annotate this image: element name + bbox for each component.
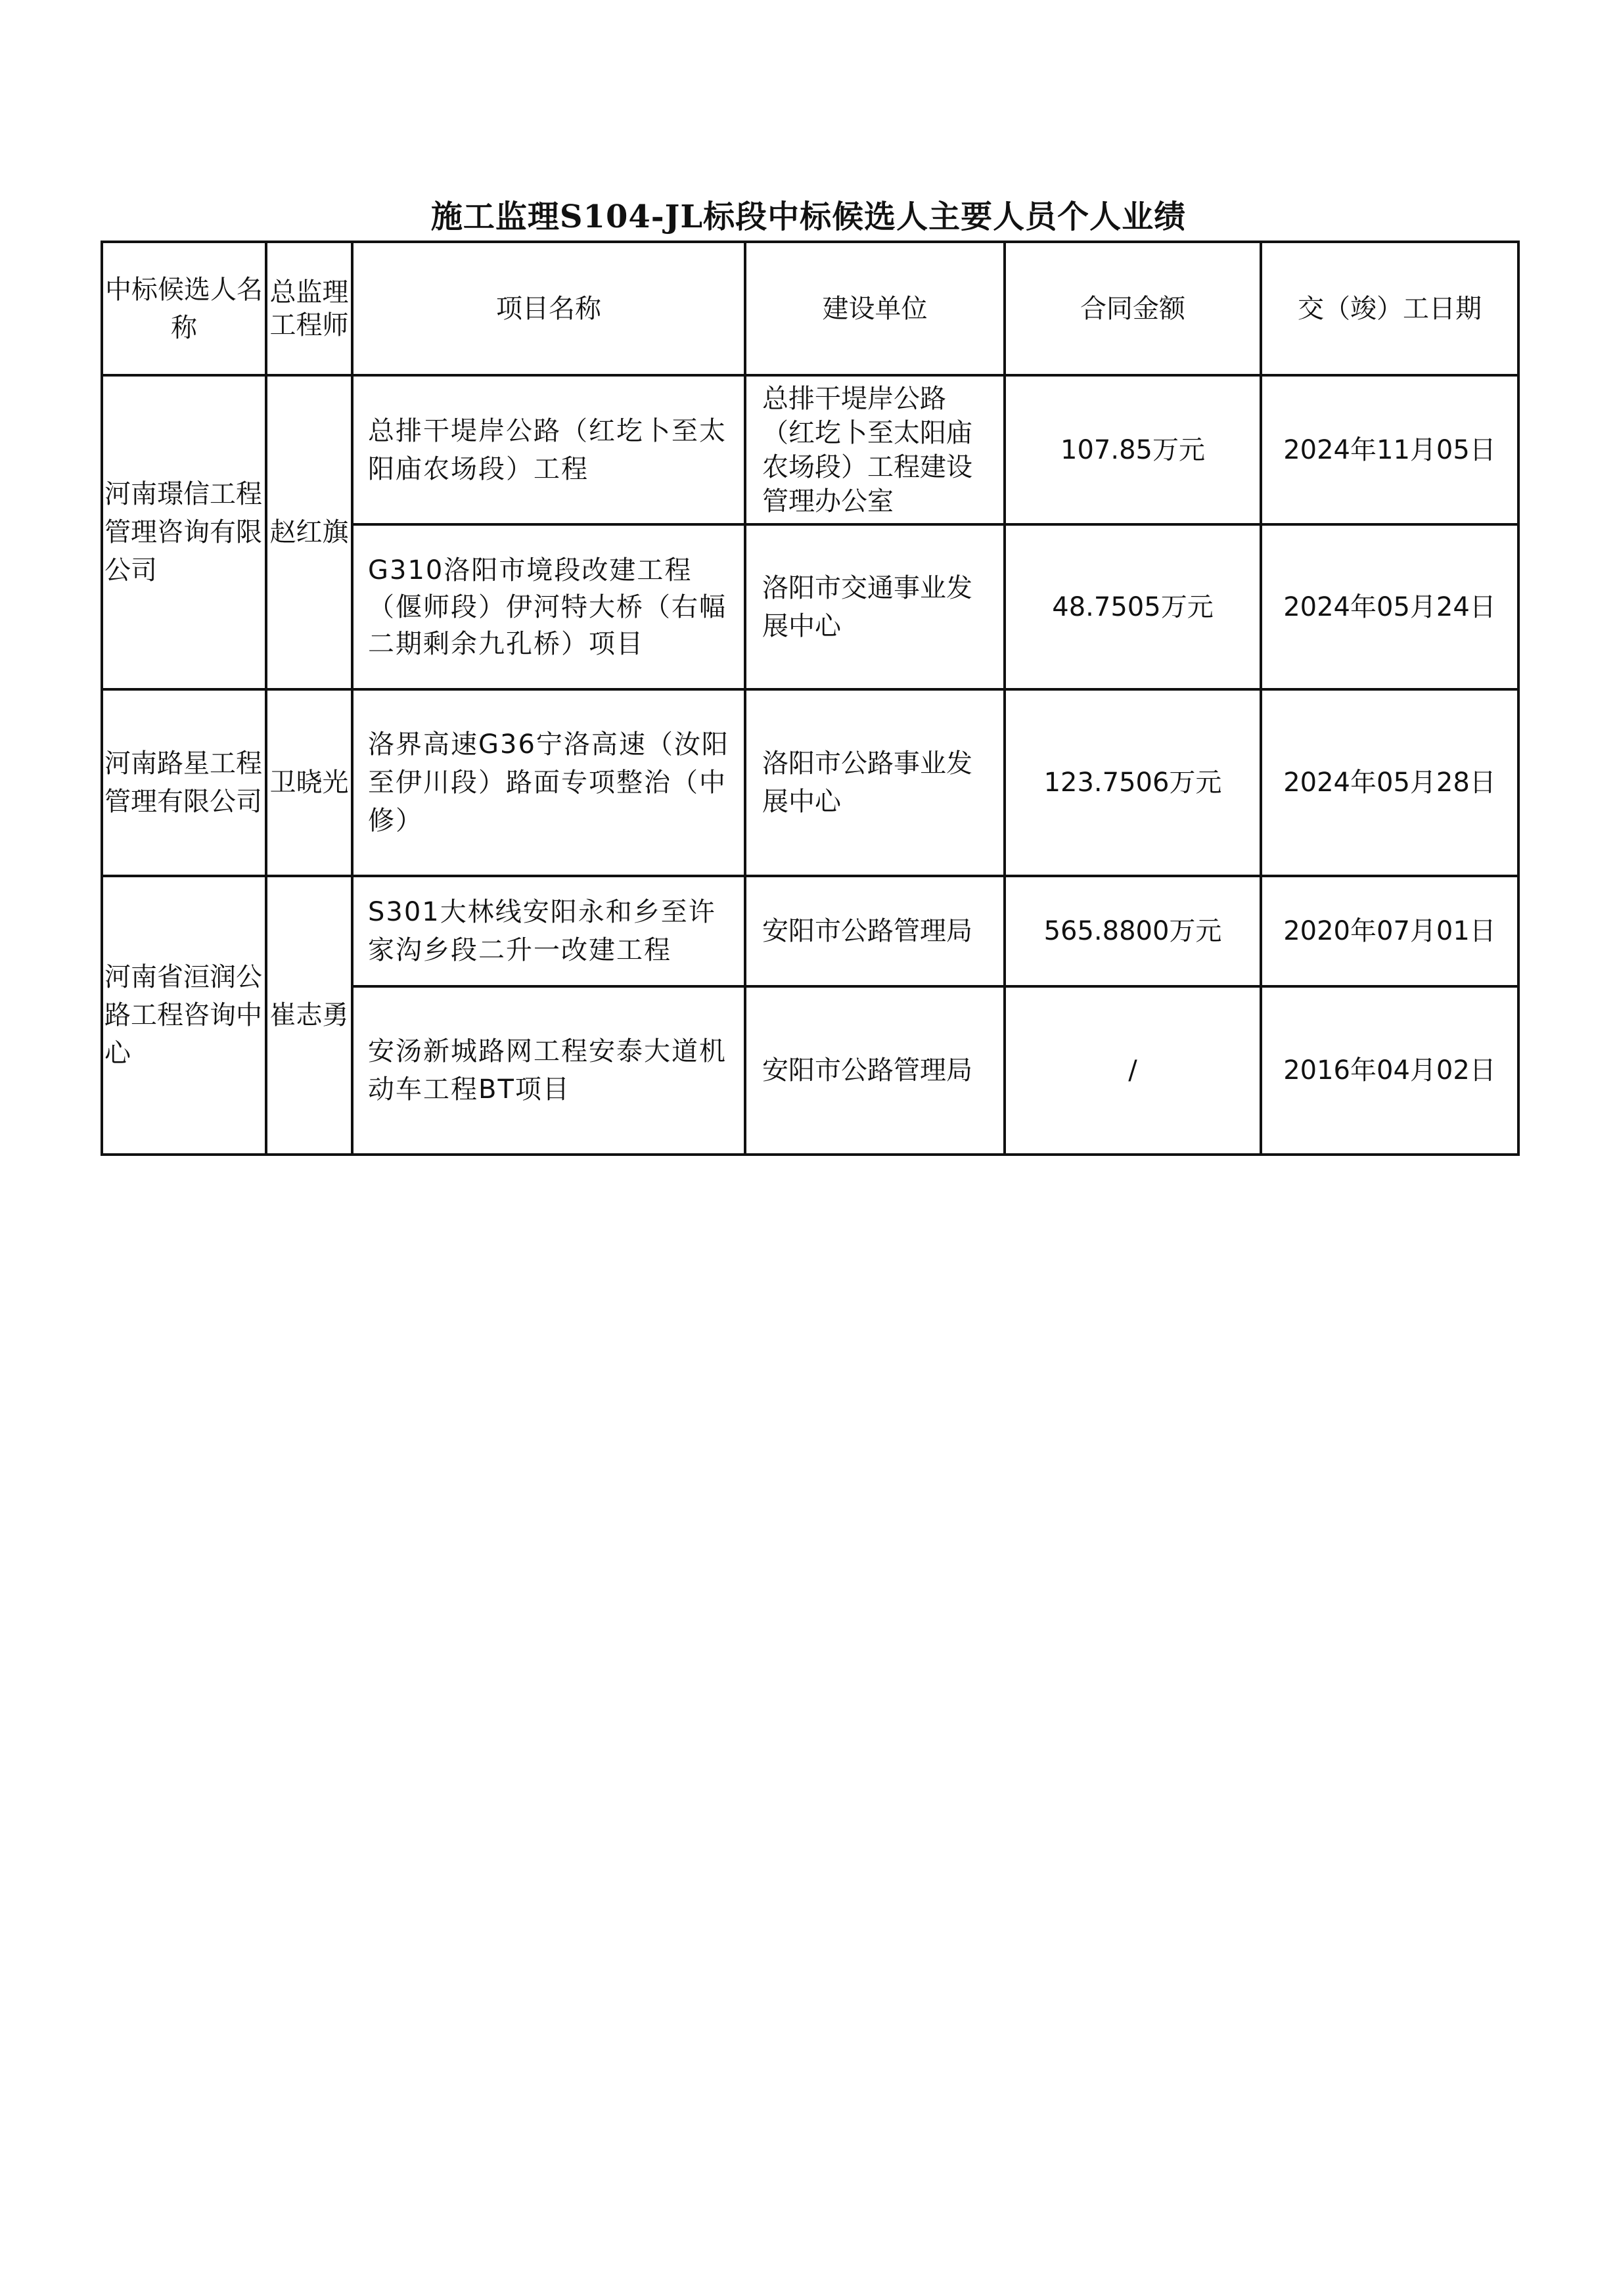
project-name: S301大林线安阳永和乡至许家沟乡段二升一改建工程	[352, 876, 745, 986]
header-owner: 建设单位	[745, 242, 1005, 375]
completion-date: 2020年07月01日	[1261, 876, 1518, 986]
completion-date: 2024年11月05日	[1261, 375, 1518, 524]
owner-unit: 安阳市公路管理局	[745, 876, 1005, 986]
candidate-company: 河南省洹润公路工程咨询中心	[102, 876, 266, 1155]
table-row	[102, 876, 1518, 986]
header-project: 项目名称	[352, 242, 745, 375]
header-date: 交（竣）工日期	[1261, 242, 1518, 375]
owner-unit: 安阳市公路管理局	[745, 986, 1005, 1155]
chief-engineer: 崔志勇	[266, 876, 352, 1155]
candidate-company: 河南路星工程管理有限公司	[102, 689, 266, 876]
completion-date: 2024年05月28日	[1261, 689, 1518, 876]
contract-amount: 123.7506万元	[1005, 689, 1261, 876]
owner-unit: 洛阳市公路事业发展中心	[745, 689, 1005, 876]
contract-amount: 48.7505万元	[1005, 524, 1261, 689]
performance-table	[101, 241, 1520, 1156]
header-amount: 合同金额	[1005, 242, 1261, 375]
page-title: 施工监理S104-JL标段中标候选人主要人员个人业绩	[430, 198, 1187, 235]
owner-unit: 洛阳市交通事业发展中心	[745, 524, 1005, 689]
contract-amount: 107.85万元	[1005, 375, 1261, 524]
project-name: 安汤新城路网工程安泰大道机动车工程BT项目	[352, 986, 745, 1155]
chief-engineer: 卫晓光	[266, 689, 352, 876]
completion-date: 2016年04月02日	[1261, 986, 1518, 1155]
chief-engineer: 赵红旗	[266, 375, 352, 689]
header-candidate: 中标候选人名称	[102, 242, 266, 375]
contract-amount: /	[1005, 986, 1261, 1155]
completion-date: 2024年05月24日	[1261, 524, 1518, 689]
header-row	[102, 242, 1518, 375]
contract-amount: 565.8800万元	[1005, 876, 1261, 986]
table-row	[102, 375, 1518, 524]
project-name: 总排干堤岸公路（红圪卜至太阳庙农场段）工程	[352, 375, 745, 524]
project-name: G310洛阳市境段改建工程（偃师段）伊河特大桥（右幅二期剩余九孔桥）项目	[352, 524, 745, 689]
header-engineer: 总监理工程师	[266, 242, 352, 375]
project-name: 洛界高速G36宁洛高速（汝阳至伊川段）路面专项整治（中修）	[352, 689, 745, 876]
candidate-company: 河南璟信工程管理咨询有限公司	[102, 375, 266, 689]
table-row	[102, 689, 1518, 876]
owner-unit: 总排干堤岸公路（红圪卜至太阳庙农场段）工程建设管理办公室	[745, 375, 1005, 524]
